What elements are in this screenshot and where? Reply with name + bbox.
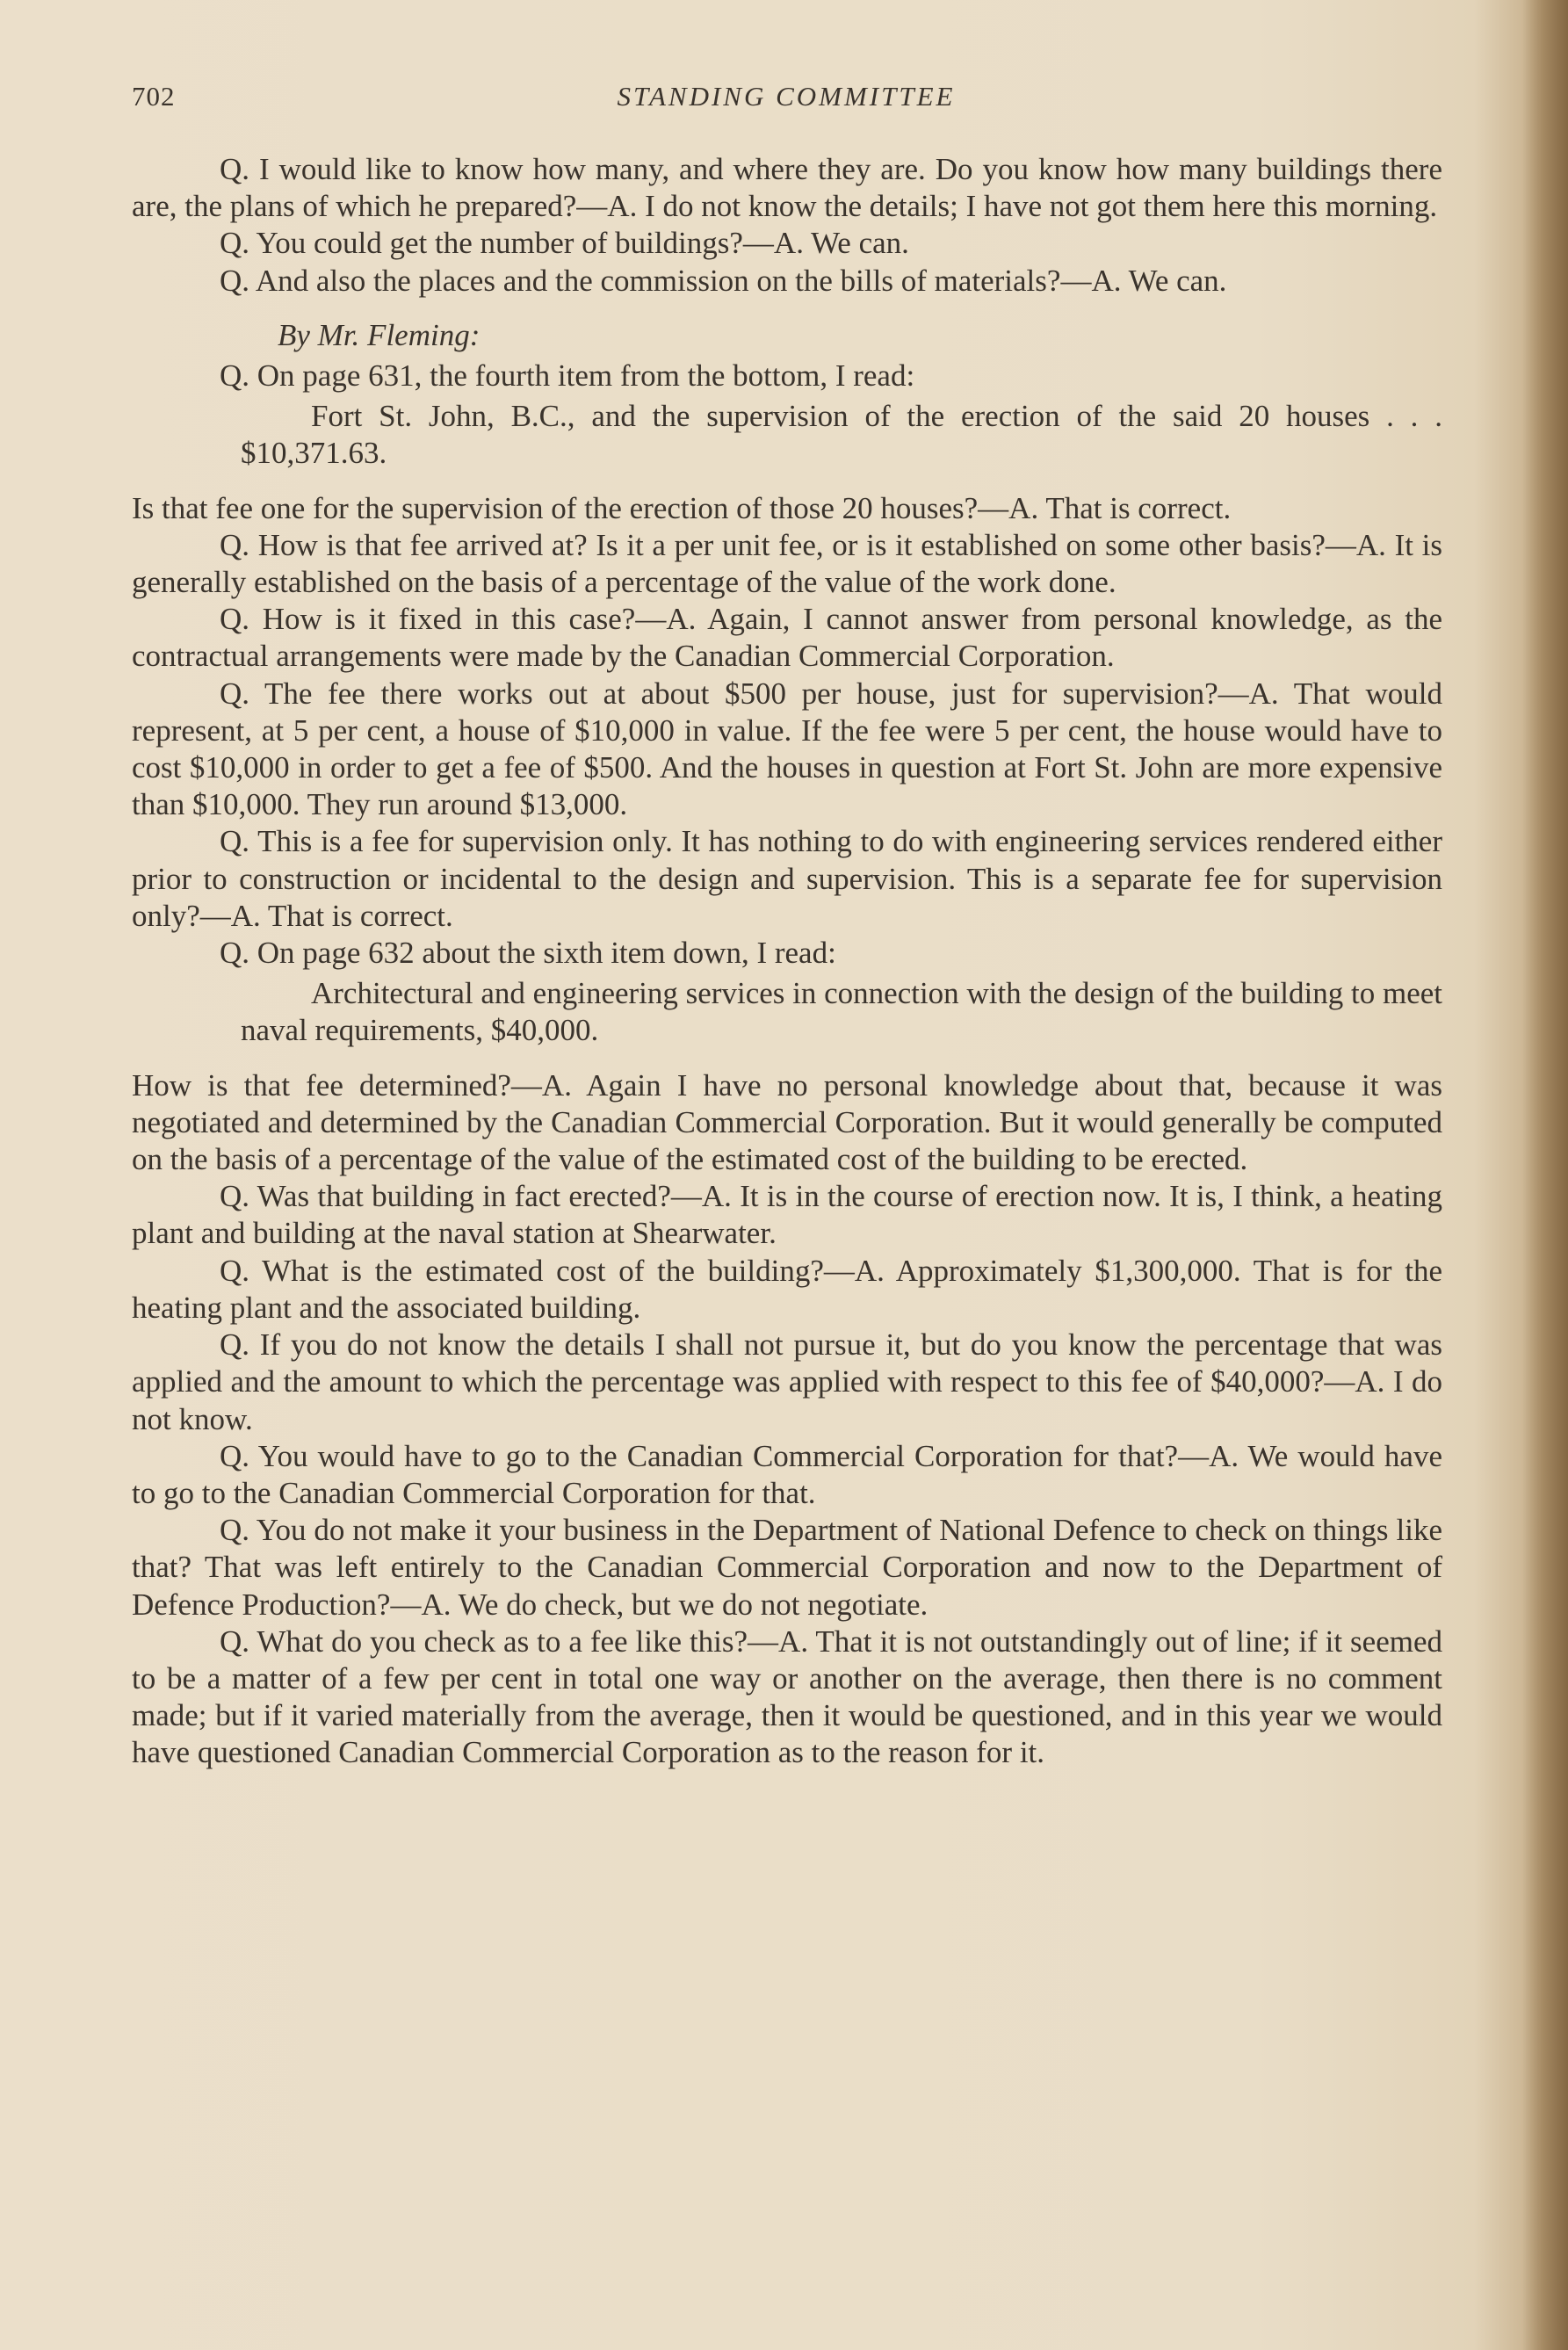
paragraph: Q. What is the estimated cost of the building?—A. Approximately $1,300,000. That is for the heating plant and the associated building.: [132, 1253, 1442, 1325]
running-head: STANDING COMMITTEE: [617, 81, 956, 112]
paragraph: Q. What do you check as to a fee like this?—A. That it is not outstandingly out of line; if it seemed to be a matter of a few per cent in total one way or another on the average, then there is no comment made; but if it varied materially from the average, then it would be questioned, and in this year we would have questioned Canadian Commercial Corporation as to the reason for it.: [132, 1623, 1442, 1770]
quoted-item: Architectural and engineering services in connection with the design of the building to meet naval requirements, $40,000.: [241, 976, 1442, 1048]
paragraph: Q. The fee there works out at about $500 per house, just for supervision?—A. That would represent, at 5 per cent, a house of $10,000 in value. If the fee were 5 per cent, the house would have to cost $10,000 in order to get a fee of $500. And the houses in question at Fort St. John are more expensive than $10,000. They run around $13,000.: [132, 676, 1442, 822]
paragraph: Q. Was that building in fact erected?—A. It is in the course of erection now. It is, I think, a heating plant and building at the naval station at Shearwater.: [132, 1179, 1442, 1251]
paragraph: Is that fee one for the supervision of the erection of those 20 houses?—A. That is correct.: [132, 490, 1232, 525]
paragraph: Q. On page 632 about the sixth item down, I read:: [220, 936, 836, 971]
paragraph: Q. If you do not know the details I shall not pursue it, but do you know the percentage that was applied and the amount to which the percentage was applied with respect to this fee of $40,000?—A. I do not know.: [132, 1327, 1442, 1436]
book-spine-shadow: [1522, 0, 1568, 2350]
paragraph: Q. And also the places and the commission on the bills of materials?—A. We can.: [220, 263, 1227, 298]
paragraph: Q. How is that fee arrived at? Is it a per unit fee, or is it established on some other basis?—A. It is generally established on the basis of a percentage of the value of the work done.: [132, 527, 1442, 600]
paragraph: Q. On page 631, the fourth item from the bottom, I read:: [220, 358, 915, 394]
paragraph: Q. I would like to know how many, and where they are. Do you know how many buildings there are, the plans of which he prepared?—A. I do not know the details; I have not got them here this morning.: [132, 152, 1442, 224]
paragraph: Q. You could get the number of buildings?—A. We can.: [220, 226, 909, 261]
paragraph: Q. This is a fee for supervision only. It has nothing to do with engineering services rendered either prior to construction or incidental to the design and supervision. This is a separate fee for supervision only?—A. That is correct.: [132, 824, 1442, 933]
page-header: [132, 81, 1441, 125]
paragraph: How is that fee determined?—A. Again I have no personal knowledge about that, because it was negotiated and determined by the Canadian Commercial Corporation. But it would generally be computed on the basis of a percentage of the value of the estimated cost of the building to be erected.: [132, 1067, 1442, 1177]
body-text: [132, 151, 1442, 1772]
paragraph: Q. You do not make it your business in the Department of National Defence to check on things like that? That was left entirely to the Canadian Commercial Corporation and now to the Department of Defence Production?—A. We do check, but we do not negotiate.: [132, 1513, 1442, 1622]
page-number: 702: [132, 81, 176, 112]
paragraph: Q. How is it fixed in this case?—A. Again, I cannot answer from personal knowledge, as the contractual arrangements were made by the Canadian Commercial Corporation.: [132, 602, 1442, 674]
quoted-item: Fort St. John, B.C., and the supervision of the erection of the said 20 houses . . . $10,371.63.: [241, 399, 1442, 471]
speaker-label: By Mr. Fleming:: [278, 317, 481, 352]
paragraph: Q. You would have to go to the Canadian Commercial Corporation for that?—A. We would have to go to the Canadian Commercial Corporation for that.: [132, 1438, 1442, 1510]
